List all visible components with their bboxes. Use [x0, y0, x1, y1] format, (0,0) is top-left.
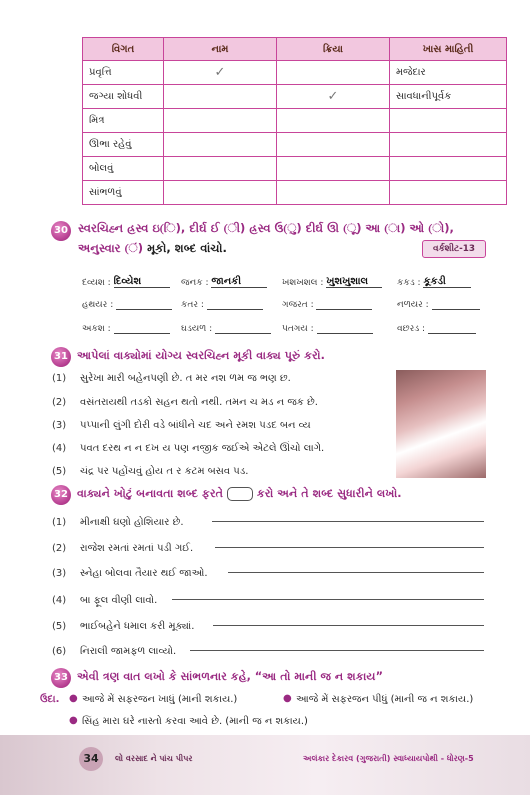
question-heading: સ્વરચિહ્ન હ્રસ્વ ઇ(િ), દીર્ઘ ઈ (ી) હ્રસ્વ ઉ(ુ) દીર્ઘ ઊ (ૂ) આ (ા) ઓ (ો),: [78, 221, 454, 235]
question-number-badge: 30: [51, 221, 71, 241]
separator: :: [422, 300, 432, 310]
table-header-row: [83, 38, 507, 61]
separator: :: [197, 300, 207, 310]
question-number-badge: 33: [51, 668, 71, 688]
separator: :: [206, 324, 215, 334]
word-item: [397, 324, 476, 334]
item-number: (1): [52, 517, 67, 528]
footer-right-title: અલંકાર દેકારવ (ગુજરાતી) સ્વાધ્યાયપોથી - ધોરણ-5: [303, 754, 474, 763]
name-cell: [164, 181, 277, 205]
word-scrambled: અકશ: [82, 324, 105, 334]
answer-line[interactable]: [228, 572, 484, 573]
table-header: ક્રિયા: [277, 38, 390, 61]
footer-left-title: લો વરસાદ ને પાંચ પીપર: [115, 754, 193, 763]
word-scrambled: હથયર: [82, 300, 108, 310]
separator: :: [307, 324, 317, 334]
table-row: [83, 157, 507, 181]
name-cell: [164, 157, 277, 181]
item-number: (6): [52, 646, 67, 657]
info-cell: [390, 133, 507, 157]
sentence-text: સ્નેહા બોલવા તૈયાર થઈ જાઓ.: [80, 568, 208, 579]
answer-blank[interactable]: કૂકડી: [423, 276, 471, 288]
item-number: (5): [52, 466, 67, 477]
page-footer-band: [0, 735, 530, 795]
question-number-badge: 32: [51, 485, 71, 505]
word-item: [82, 300, 172, 310]
answer-line[interactable]: [215, 547, 484, 548]
table-row: [83, 181, 507, 205]
answer-blank[interactable]: [215, 333, 271, 334]
word-item: [397, 276, 471, 288]
example-text: સિંહ મારા ઘરે નાસ્તો કરવા આવે છે. (માની જ ન શકાય.): [82, 716, 308, 727]
activity-table: [82, 37, 507, 205]
row-label: જગ્યા શોધવી: [83, 85, 164, 109]
separator: :: [202, 278, 212, 288]
question-heading: આપેલાં વાક્યોમાં યોગ્ય સ્વરચિહ્ન મૂકી વાક્ય પૂરું કરો.: [77, 349, 325, 362]
word-scrambled: વછરડ: [397, 324, 420, 334]
word-item: [181, 276, 267, 288]
sentence-text: ચંદ્ર પર પહોંચવું હોય ત ર કટમ બસવ પડ.: [80, 466, 249, 477]
answer-line[interactable]: [172, 599, 484, 600]
answer-blank[interactable]: જાનકી: [211, 276, 267, 288]
bullet-icon: ●: [69, 715, 78, 726]
separator: :: [107, 300, 117, 310]
worksheet-tag: વર્કશીટ-13: [422, 240, 486, 258]
word-item: [282, 300, 372, 310]
example-text: આજે મેં સફરજન ખાધું (માની શકાય.): [82, 694, 238, 705]
word-item: [282, 276, 382, 288]
word-item: [82, 324, 170, 334]
word-scrambled: પતગય: [282, 324, 308, 334]
table-header: નામ: [164, 38, 277, 61]
sentence-text: પપ્પાની લુંગી દોરી વડે બાંધીને ચદ અને રમશ પડદ બન વ્ય: [80, 420, 311, 431]
answer-blank[interactable]: ખુશખુશાલ: [326, 276, 382, 288]
action-cell: ✓: [277, 85, 390, 109]
info-cell: [390, 157, 507, 181]
sentence-text: મીનાક્ષી ઘણો હોશિયાર છે.: [80, 517, 184, 528]
word-scrambled: કતર: [181, 300, 198, 310]
answer-blank[interactable]: [428, 333, 476, 334]
action-cell: [277, 109, 390, 133]
item-number: (2): [52, 397, 67, 408]
sentence-text: સુરેખા મારી બહેનપણી છે. ત મર નશ ળમ જ ભણ છ.: [80, 373, 291, 384]
name-cell: [164, 109, 277, 133]
answer-blank[interactable]: [316, 309, 372, 310]
question-heading-line2: [78, 241, 227, 256]
item-number: (4): [52, 443, 67, 454]
item-number: (3): [52, 568, 67, 579]
example-label: ઉદા.: [40, 694, 60, 705]
separator: :: [307, 300, 317, 310]
circle-box-icon: [227, 487, 253, 501]
row-label: પ્રવૃત્તિ: [83, 61, 164, 85]
row-label: સાંભળવું: [83, 181, 164, 205]
item-number: (4): [52, 595, 67, 606]
sentence-text: વસંતરાયથી તડકો સહન થતો નથી. તમન ચ મડ ન જક છે.: [80, 397, 318, 408]
question-heading: એવી ત્રણ વાત લખો કે સાંભળનાર કહે, “આ તો માની જ ન શકાય”: [77, 670, 383, 683]
name-cell: ✓: [164, 61, 277, 85]
row-label: ઊભા રહેવું: [83, 133, 164, 157]
word-scrambled: કકડ: [397, 278, 415, 288]
question-heading: [77, 487, 402, 501]
item-number: (3): [52, 420, 67, 431]
action-cell: [277, 157, 390, 181]
info-cell: સાવધાનીપૂર્વક: [390, 85, 507, 109]
example-text: આજે મેં સફરજન પીધું (માની જ ન શકાય.): [296, 694, 474, 705]
word-item: [282, 324, 373, 334]
word-scrambled: ખશખશલ: [282, 278, 318, 288]
separator: :: [317, 278, 327, 288]
table-row: [83, 133, 507, 157]
word-scrambled: નળયર: [397, 300, 423, 310]
word-scrambled: ઘડયળ: [181, 324, 207, 334]
info-cell: [390, 181, 507, 205]
question-number-badge: 31: [51, 347, 71, 367]
page-number: 34: [79, 747, 103, 771]
table-header: ખાસ માહિતી: [390, 38, 507, 61]
word-item: [397, 300, 480, 310]
separator: :: [104, 324, 114, 334]
answer-line[interactable]: [212, 521, 484, 522]
separator: :: [104, 278, 114, 288]
sentence-text: નિરાલી જામફળ લાવ્યો.: [80, 646, 177, 657]
word-item: [181, 300, 263, 310]
item-number: (1): [52, 373, 67, 384]
sentence-text: બા ફૂલ વીણી લાવો.: [80, 595, 158, 606]
word-item: [181, 324, 271, 334]
answer-blank[interactable]: [317, 333, 373, 334]
name-cell: [164, 133, 277, 157]
row-label: બોલવું: [83, 157, 164, 181]
action-cell: [277, 61, 390, 85]
action-cell: [277, 133, 390, 157]
info-cell: મજેદાર: [390, 61, 507, 85]
table-header: વિગત: [83, 38, 164, 61]
heading-part: વાક્યને ખોટું બનાવતા શબ્દ ફરતે: [77, 487, 224, 500]
table-row: [83, 61, 507, 85]
separator: :: [419, 324, 428, 334]
heading-part: કરો અને તે શબ્દ સુધારીને લખો.: [256, 487, 402, 500]
answer-blank[interactable]: [432, 309, 480, 310]
answer-blank[interactable]: દિવ્યેશ: [114, 276, 170, 288]
sentence-text: ભાઈબહેને ધમાલ કરી મૂક્યાં.: [80, 621, 195, 632]
answer-blank[interactable]: [116, 309, 172, 310]
info-cell: [390, 109, 507, 133]
table-row: [83, 85, 507, 109]
answer-blank[interactable]: [114, 333, 170, 334]
word-scrambled: ગજરત: [282, 300, 308, 310]
answer-line[interactable]: [190, 650, 484, 651]
bullet-icon: ●: [69, 693, 78, 704]
name-cell: [164, 85, 277, 109]
word-scrambled: જનક: [181, 278, 203, 288]
photo-image: [396, 370, 486, 478]
bullet-icon: ●: [283, 693, 292, 704]
answer-blank[interactable]: [207, 309, 263, 310]
answer-line[interactable]: [213, 625, 484, 626]
item-number: (5): [52, 621, 67, 632]
table-row: [83, 109, 507, 133]
action-cell: [277, 181, 390, 205]
sentence-text: પવત દરથ ન ન દખ ય પણ નજીક જઈએ એટલે ઊંચો લાગે.: [80, 443, 325, 454]
row-label: મિત્ર: [83, 109, 164, 133]
item-number: (2): [52, 543, 67, 554]
heading-part-black: મૂકો, શબ્દ વાંચો.: [143, 241, 227, 255]
sentence-text: રાજેશ રમતાં રમતાં પડી ગઈ.: [80, 543, 194, 554]
separator: :: [414, 278, 424, 288]
heading-part: અનુસ્વાર (ં): [78, 241, 144, 255]
word-item: [82, 276, 170, 288]
word-scrambled: દવ્યશ: [82, 278, 105, 288]
